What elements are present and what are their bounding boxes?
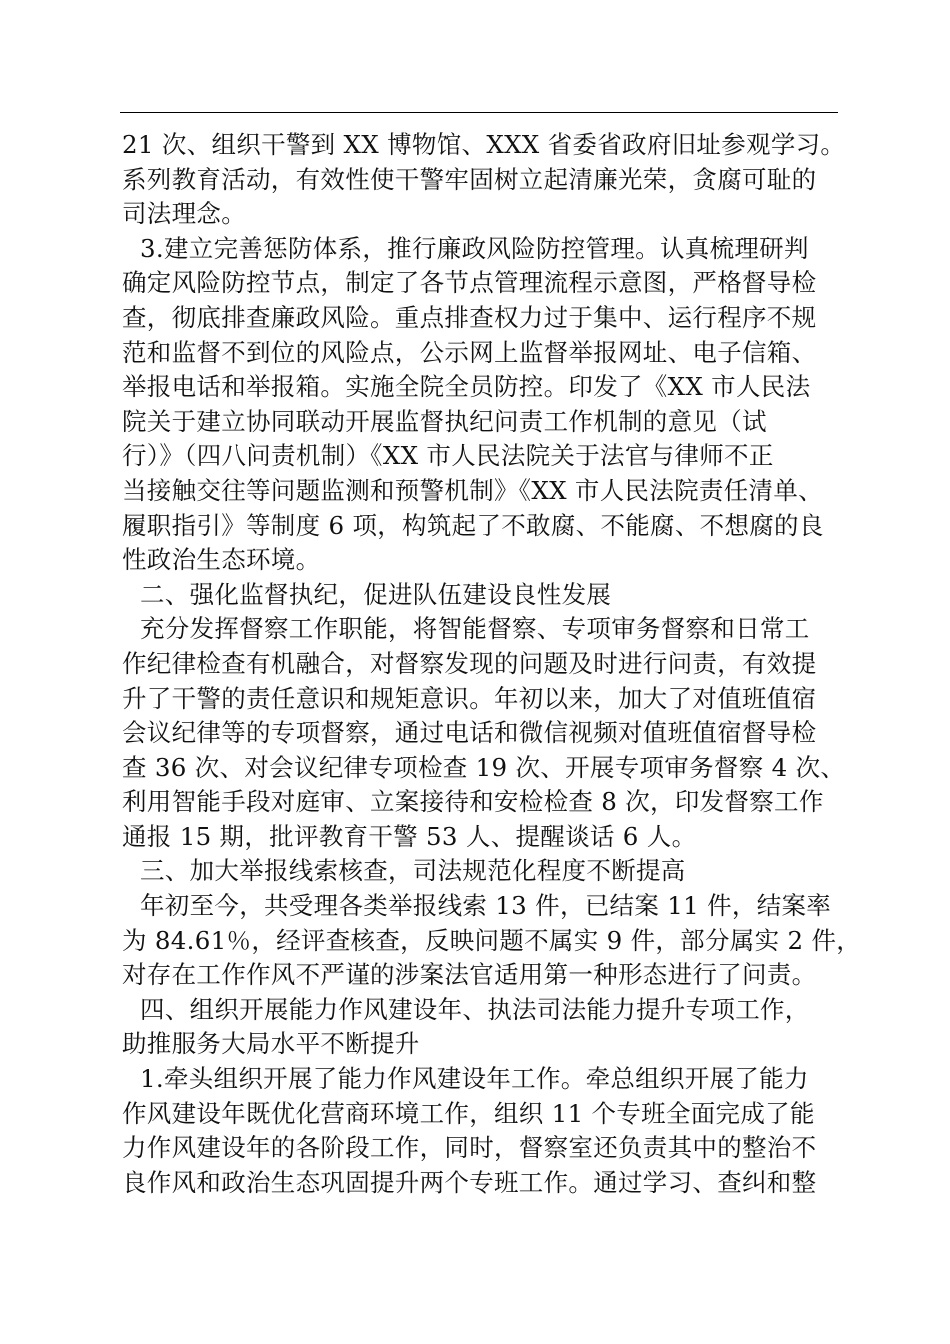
text-line: 21 次、组织干警到 XX 博物馆、XXX 省委省政府旧址参观学习。 (122, 130, 846, 159)
text-line: 系列教育活动，有效性使干警牢固树立起清廉光荣，贪腐可耻的 (122, 164, 817, 194)
section-heading-3 (122, 854, 862, 889)
text-line: 作纪律检查有机融合，对督察发现的问题及时进行问责，有效提 (122, 648, 817, 678)
text-line: 3.建立完善惩防体系，推行廉政风险防控管理。认真梳理研判 (140, 233, 809, 263)
text-line: 良作风和政治生态巩固提升两个专班工作。通过学习、查纠和整 (122, 1167, 817, 1197)
paragraph-supervision (122, 612, 862, 854)
text-line: 范和监督不到位的风险点，公示网上监督举报网址、电子信箱、 (122, 337, 817, 367)
text-line: 升了干警的责任意识和规矩意识。年初以来，加大了对值班值宿 (122, 683, 817, 713)
text-line: 作风建设年既优化营商环境工作，组织 11 个专班全面完成了能 (122, 1098, 815, 1128)
text-line: 年初至今，共受理各类举报线索 13 件，已结案 11 件，结案率 (140, 891, 832, 921)
text-line: 查，彻底排查廉政风险。重点排查权力过于集中、运行程序不规 (122, 302, 817, 332)
text-line: 当接触交往等问题监测和预警机制》《XX 市人民法院责任清单、 (122, 475, 823, 505)
text-line: 利用智能手段对庭审、立案接待和安检检查 8 次，印发督察工作 (122, 787, 824, 817)
paragraph-continuation (122, 128, 862, 232)
paragraph-prevention-system (122, 232, 862, 578)
text-line: 通报 15 期，批评教育干警 53 人、提醒谈话 6 人。 (122, 821, 697, 851)
text-line: 确定风险防控节点，制定了各节点管理流程示意图，严格督导检 (122, 268, 817, 298)
paragraph-report-clues (122, 889, 862, 993)
section-heading-text: 助推服务大局水平不断提升 (122, 1029, 420, 1059)
section-heading-2 (122, 578, 862, 613)
text-line: 性政治生态环境。 (122, 545, 321, 575)
text-line: 举报电话和举报箱。实施全院全员防控。印发了《XX 市人民法 (122, 372, 811, 402)
text-line: 充分发挥督察工作职能，将智能督察、专项审务督察和日常工 (140, 614, 810, 644)
paragraph-capability-year (122, 1062, 862, 1200)
text-line: 履职指引》等制度 6 项，构筑起了不敢腐、不能腐、不想腐的良 (122, 510, 824, 540)
text-line: 会议纪律等的专项督察，通过电话和微信视频对值班值宿督导检 (122, 718, 817, 748)
text-line: 司法理念。 (122, 199, 246, 229)
header-rule (120, 112, 838, 113)
text-line: 院关于建立协同联动开展监督执纪问责工作机制的意见（试 (122, 406, 767, 436)
text-line: 对存在工作作风不严谨的涉案法官适用第一种形态进行了问责。 (122, 960, 817, 990)
section-heading-text: 二、强化监督执纪，促进队伍建设良性发展 (140, 579, 612, 609)
text-line: 1.牵头组织开展了能力作风建设年工作。牵总组织开展了能力 (140, 1064, 809, 1094)
section-heading-text: 四、组织开展能力作风建设年、执法司法能力提升专项工作， (140, 994, 810, 1024)
text-line: 查 36 次、对会议纪律专项检查 19 次、开展专项审务督察 4 次、 (122, 752, 846, 782)
text-line: 力作风建设年的各阶段工作，同时，督察室还负责其中的整治不 (122, 1133, 817, 1163)
text-line: 行）》（四八问责机制）《XX 市人民法院关于法官与律师不正 (122, 441, 774, 471)
document-body (122, 128, 862, 1200)
text-line: 为 84.61％，经评查核查，反映问题不属实 9 件，部分属实 2 件， (122, 925, 862, 955)
section-heading-text: 三、加大举报线索核查，司法规范化程度不断提高 (140, 856, 686, 886)
section-heading-4 (122, 993, 862, 1062)
